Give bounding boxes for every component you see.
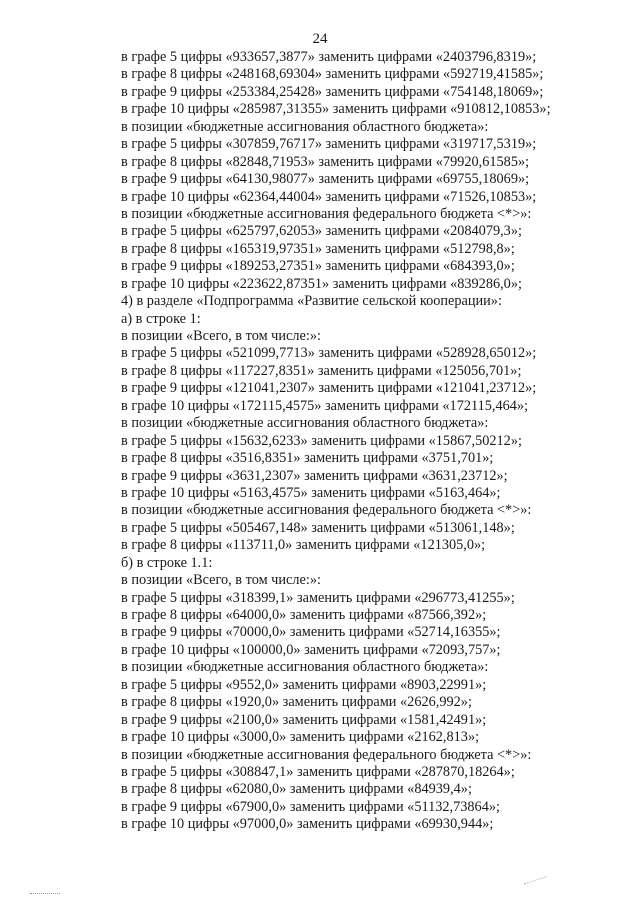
- text-line: в графе 5 цифры «625797,62053» заменить цифрами «2084079,3»;: [121, 223, 522, 240]
- text-line: в позиции «бюджетные ассигнования федерального бюджета <*>»:: [121, 205, 532, 222]
- text-line: в позиции «бюджетные ассигнования федерального бюджета <*>»:: [121, 502, 532, 519]
- text-line: в графе 5 цифры «318399,1» заменить цифрами «296773,41255»;: [121, 589, 515, 606]
- text-line: в графе 10 цифры «5163,4575» заменить цифрами «5163,464»;: [121, 484, 501, 501]
- text-line: в графе 10 цифры «223622,87351» заменить цифрами «839286,0»;: [121, 275, 522, 292]
- text-line: в графе 9 цифры «121041,2307» заменить цифрами «121041,23712»;: [121, 380, 537, 397]
- text-line: в графе 9 цифры «70000,0» заменить цифрами «52714,16355»;: [121, 624, 501, 641]
- text-line: в позиции «бюджетные ассигнования федерального бюджета <*>»:: [121, 746, 532, 763]
- text-line: в графе 8 цифры «82848,71953» заменить цифрами «79920,61585»;: [121, 153, 530, 170]
- text-line: в графе 5 цифры «933657,3877» заменить цифрами «2403796,8319»;: [121, 49, 537, 65]
- text-line: в графе 10 цифры «100000,0» заменить цифрами «72093,757»;: [121, 641, 501, 658]
- text-line: в позиции «Всего, в том числе:»:: [121, 328, 321, 344]
- text-line: в графе 8 цифры «64000,0» заменить цифрами «87566,392»;: [121, 607, 487, 623]
- text-line: в графе 8 цифры «248168,69304» заменить цифрами «592719,41585»;: [121, 66, 544, 83]
- text-line: в графе 10 цифры «172115,4575» заменить цифрами «172115,464»;: [121, 397, 529, 414]
- section-heading: 4) в разделе «Подпрограмма «Развитие сельской кооперации»:: [121, 293, 502, 310]
- text-line: в графе 5 цифры «308847,1» заменить цифрами «287870,18264»;: [121, 763, 515, 780]
- text-line: в графе 10 цифры «97000,0» заменить цифрами «69930,944»;: [121, 816, 494, 833]
- text-line: в графе 5 цифры «521099,7713» заменить цифрами «528928,65012»;: [121, 345, 537, 362]
- text-line: в графе 10 цифры «3000,0» заменить цифрами «2162,813»;: [121, 729, 480, 746]
- text-line: в графе 8 цифры «62080,0» заменить цифрами «84939,4»;: [121, 781, 472, 798]
- text-line: в графе 8 цифры «117227,8351» заменить цифрами «125056,701»;: [121, 362, 522, 379]
- text-line: в графе 8 цифры «3516,8351» заменить цифрами «3751,701»;: [121, 450, 494, 467]
- text-line: в графе 10 цифры «285987,31355» заменить цифрами «910812,10853»;: [121, 101, 551, 118]
- text-line: в графе 5 цифры «307859,76717» заменить цифрами «319717,5319»;: [121, 136, 537, 153]
- text-line: в позиции «бюджетные ассигнования областного бюджета»:: [121, 415, 489, 432]
- subsection-heading: а) в строке 1:: [121, 310, 201, 327]
- text-line: в графе 9 цифры «253384,25428» заменить цифрами «754148,18069»;: [121, 83, 544, 100]
- text-line: в графе 10 цифры «62364,44004» заменить цифрами «71526,10853»;: [121, 188, 537, 205]
- text-line: в графе 9 цифры «67900,0» заменить цифрами «51132,73864»;: [121, 798, 500, 815]
- text-line: в графе 9 цифры «2100,0» заменить цифрами «1581,42491»;: [121, 711, 487, 728]
- text-line: в графе 8 цифры «113711,0» заменить цифрами «121305,0»;: [121, 537, 486, 554]
- subsection-heading: б) в строке 1.1:: [121, 554, 213, 571]
- scan-artifact-mark: [521, 867, 547, 885]
- document-body: [121, 49, 621, 834]
- scan-artifact-mark: [30, 893, 60, 894]
- page-number: 24: [312, 31, 328, 47]
- text-line: в графе 9 цифры «3631,2307» заменить цифрами «3631,23712»;: [121, 467, 508, 484]
- text-line: в графе 9 цифры «189253,27351» заменить цифрами «684393,0»;: [121, 258, 515, 275]
- text-line: в позиции «бюджетные ассигнования областного бюджета»:: [121, 118, 489, 135]
- text-line: в графе 8 цифры «1920,0» заменить цифрами «2626,992»;: [121, 694, 472, 711]
- text-line: в графе 5 цифры «505467,148» заменить цифрами «513061,148»;: [121, 519, 515, 536]
- text-line: в позиции «бюджетные ассигнования областного бюджета»:: [121, 659, 489, 676]
- text-line: в графе 9 цифры «64130,98077» заменить цифрами «69755,18069»;: [121, 171, 530, 188]
- text-line: в графе 5 цифры «9552,0» заменить цифрами «8903,22991»;: [121, 676, 487, 693]
- text-line: в графе 5 цифры «15632,6233» заменить цифрами «15867,50212»;: [121, 432, 522, 449]
- text-line: в позиции «Всего, в том числе:»:: [121, 572, 321, 589]
- text-line: в графе 8 цифры «165319,97351» заменить цифрами «512798,8»;: [121, 240, 515, 257]
